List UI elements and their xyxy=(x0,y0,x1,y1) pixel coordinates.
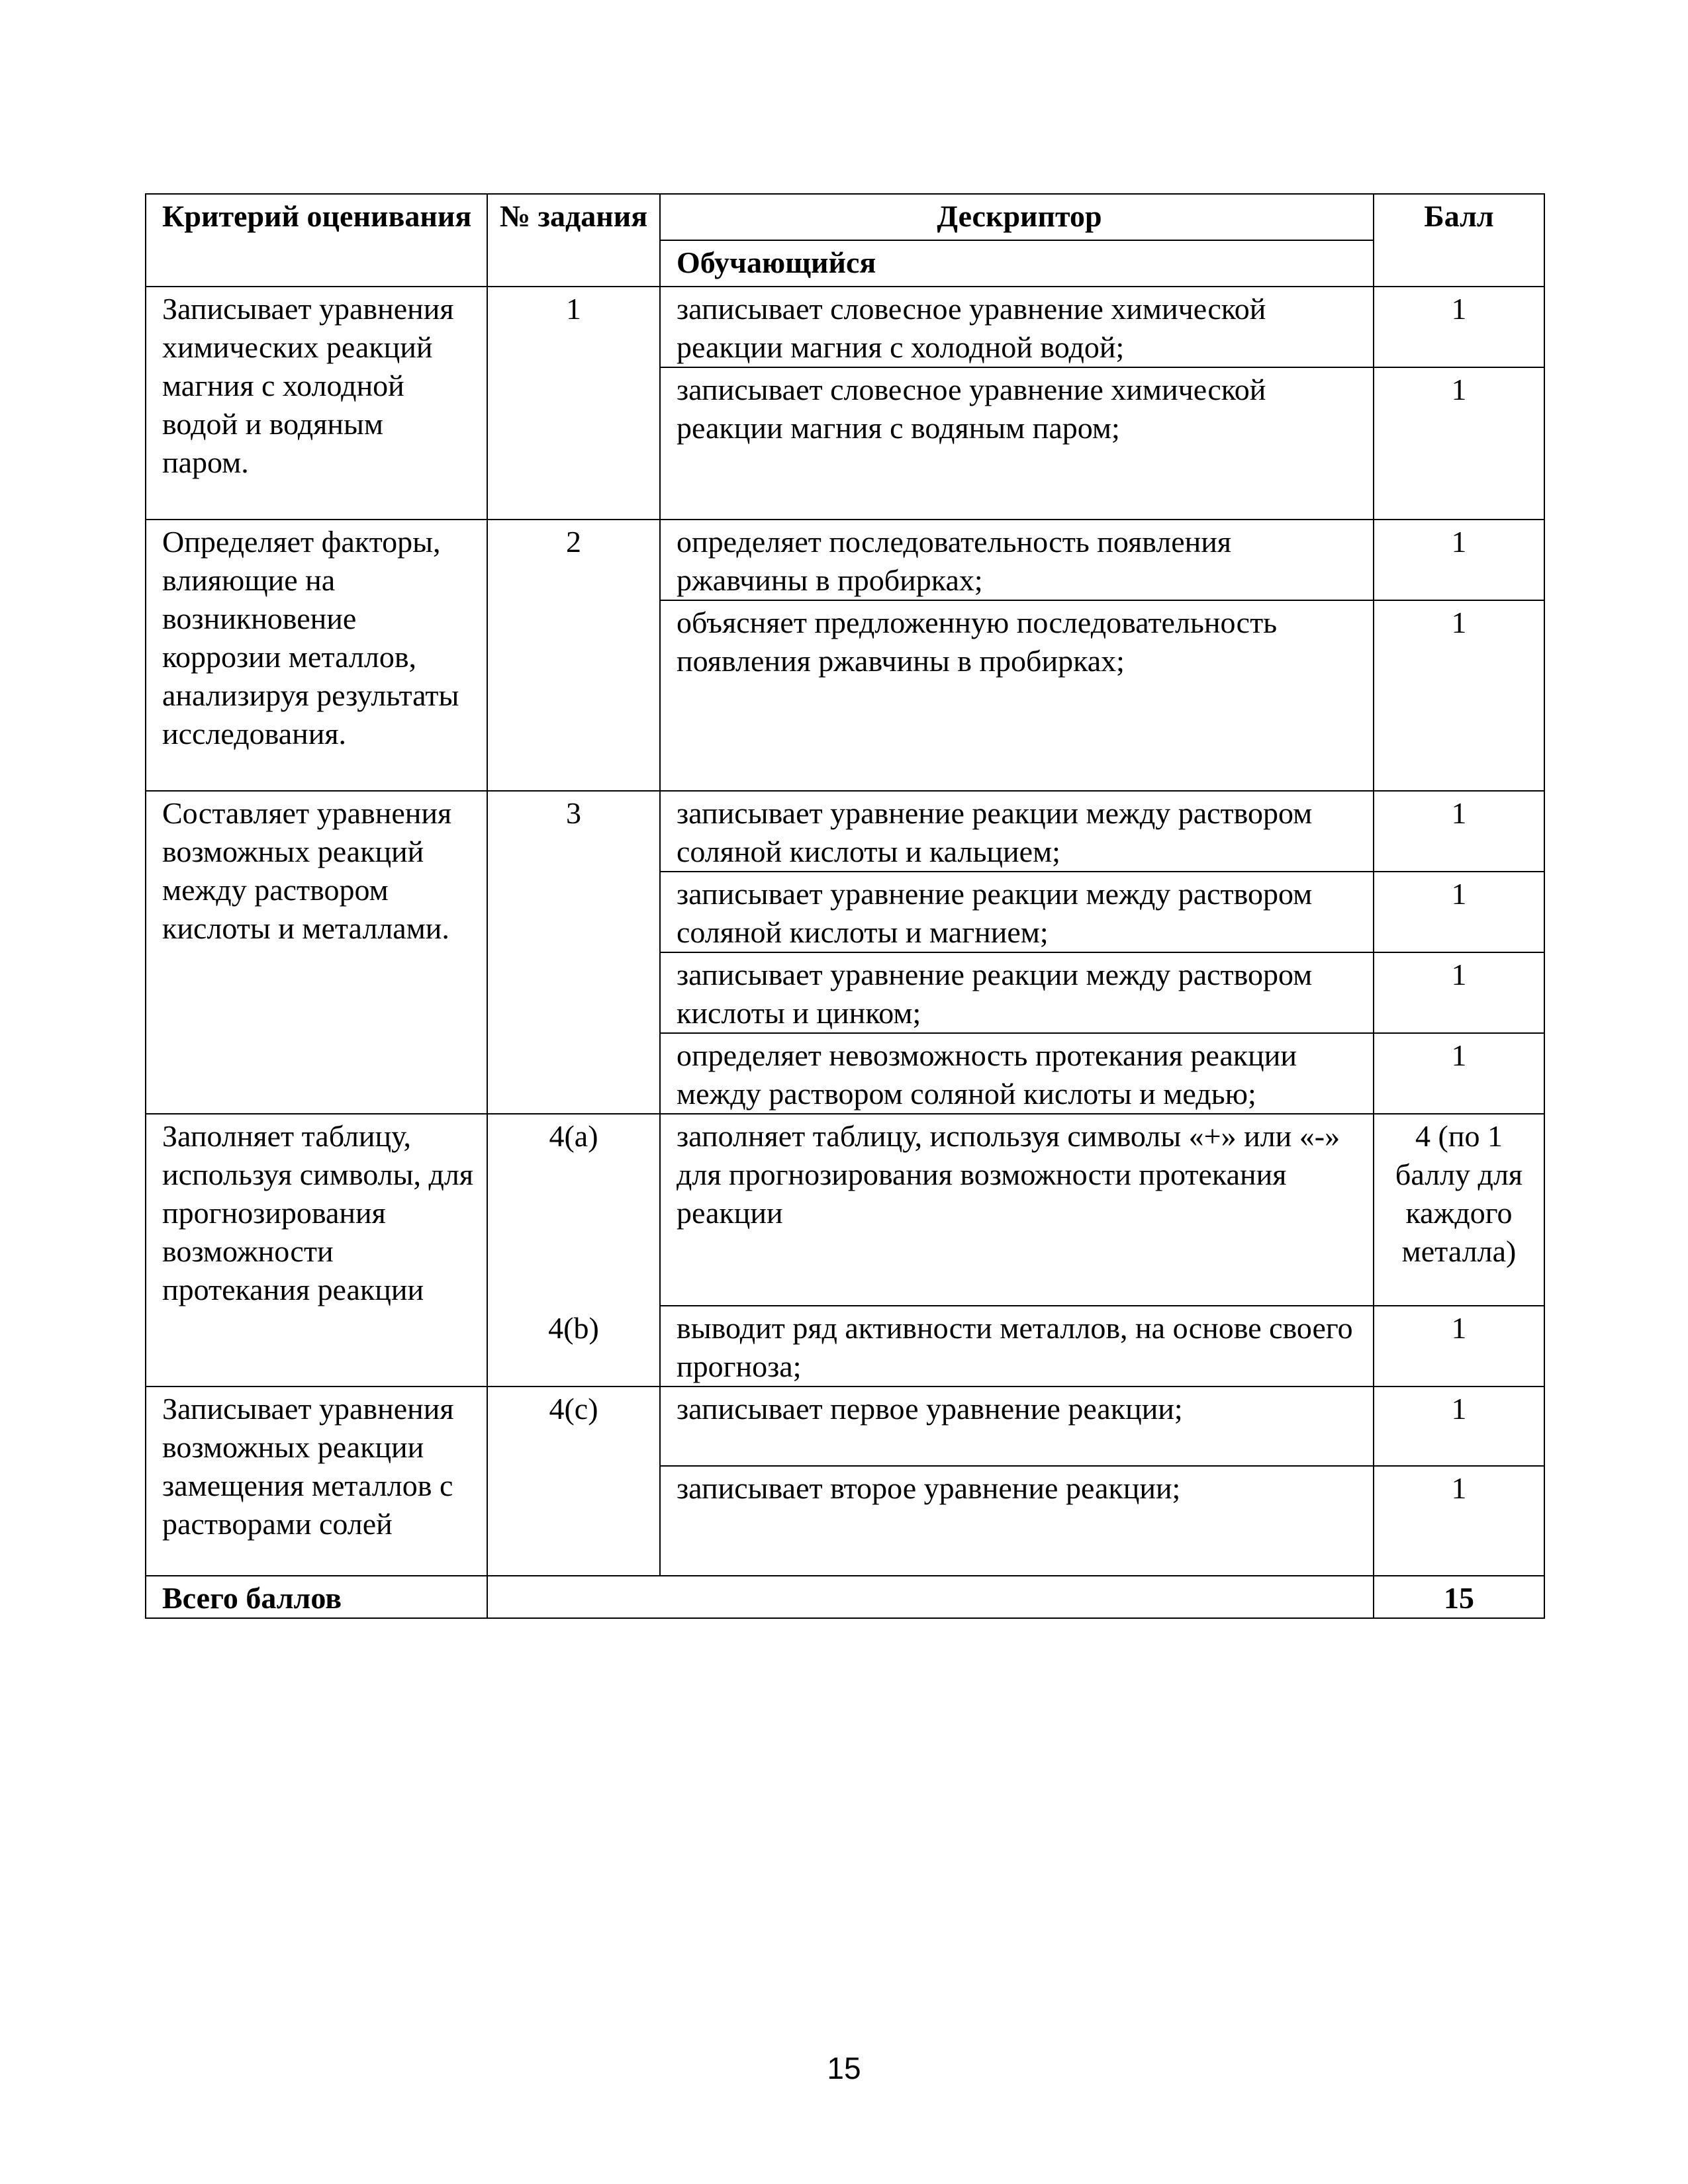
total-label: Всего баллов xyxy=(146,1576,487,1618)
score-cell: 1 xyxy=(1374,952,1544,1033)
descriptor-cell: записывает уравнение реакции между раствором соляной кислоты и магнием; xyxy=(660,872,1374,952)
table-row xyxy=(146,287,1544,367)
task-number-cell xyxy=(487,1114,660,1387)
criterion-cell: Определяет факторы, влияющие на возникновение коррозии металлов, анализируя результаты исследования. xyxy=(146,520,487,791)
total-row xyxy=(146,1576,1544,1618)
descriptor-cell: определяет последовательность появления ржавчины в пробирках; xyxy=(660,520,1374,600)
descriptor-cell: записывает первое уравнение реакции; xyxy=(660,1387,1374,1466)
task-number-cell: 1 xyxy=(487,287,660,520)
task-number-label-secondary: 4(b) xyxy=(548,1311,599,1345)
descriptor-cell: записывает уравнение реакции между раствором кислоты и цинком; xyxy=(660,952,1374,1033)
header-criterion: Критерий оценивания xyxy=(146,194,487,287)
score-cell: 1 xyxy=(1374,367,1544,520)
descriptor-cell: определяет невозможность протекания реакции между раствором соляной кислоты и медью; xyxy=(660,1033,1374,1114)
header-score: Балл xyxy=(1374,194,1544,287)
header-task-number: № задания xyxy=(487,194,660,287)
score-cell: 1 xyxy=(1374,1306,1544,1387)
task-number-cell: 3 xyxy=(487,791,660,1114)
assessment-rubric-table xyxy=(145,193,1545,1619)
table-row xyxy=(146,1387,1544,1466)
total-score: 15 xyxy=(1374,1576,1544,1618)
table-row xyxy=(146,1114,1544,1306)
score-cell: 1 xyxy=(1374,287,1544,367)
header-student: Обучающийся xyxy=(660,240,1374,287)
descriptor-cell: заполняет таблицу, используя символы «+» или «-» для прогнозирования возможности протекания реакции xyxy=(660,1114,1374,1306)
score-cell: 1 xyxy=(1374,1466,1544,1576)
table-row xyxy=(146,791,1544,872)
score-cell: 1 xyxy=(1374,600,1544,791)
descriptor-cell: записывает второе уравнение реакции; xyxy=(660,1466,1374,1576)
criterion-cell: Заполняет таблицу, используя символы, для прогнозирования возможности протекания реакции xyxy=(146,1114,487,1387)
score-cell: 1 xyxy=(1374,1387,1544,1466)
descriptor-cell: записывает словесное уравнение химической реакции магния с холодной водой; xyxy=(660,287,1374,367)
task-number-label: 4(a) xyxy=(549,1119,598,1153)
score-cell: 1 xyxy=(1374,872,1544,952)
score-cell: 1 xyxy=(1374,520,1544,600)
descriptor-cell: выводит ряд активности металлов, на основе своего прогноза; xyxy=(660,1306,1374,1387)
criterion-cell: Записывает уравнения химических реакций магния с холодной водой и водяным паром. xyxy=(146,287,487,520)
page-number: 15 xyxy=(827,2051,861,2085)
table-row xyxy=(146,520,1544,600)
descriptor-cell: записывает уравнение реакции между раствором соляной кислоты и кальцием; xyxy=(660,791,1374,872)
task-number-cell: 2 xyxy=(487,520,660,791)
descriptor-cell: объясняет предложенную последовательность появления ржавчины в пробирках; xyxy=(660,600,1374,791)
score-cell: 1 xyxy=(1374,791,1544,872)
header-row xyxy=(146,194,1544,240)
criterion-cell: Составляет уравнения возможных реакций между раствором кислоты и металлами. xyxy=(146,791,487,1114)
score-cell: 4 (по 1 баллу для каждого металла) xyxy=(1374,1114,1544,1306)
task-number-cell: 4(c) xyxy=(487,1387,660,1576)
score-cell: 1 xyxy=(1374,1033,1544,1114)
criterion-cell: Записывает уравнения возможных реакции замещения металлов с растворами солей xyxy=(146,1387,487,1576)
total-empty-cell xyxy=(487,1576,1374,1618)
header-descriptor: Дескриптор xyxy=(660,194,1374,240)
descriptor-cell: записывает словесное уравнение химической реакции магния с водяным паром; xyxy=(660,367,1374,520)
